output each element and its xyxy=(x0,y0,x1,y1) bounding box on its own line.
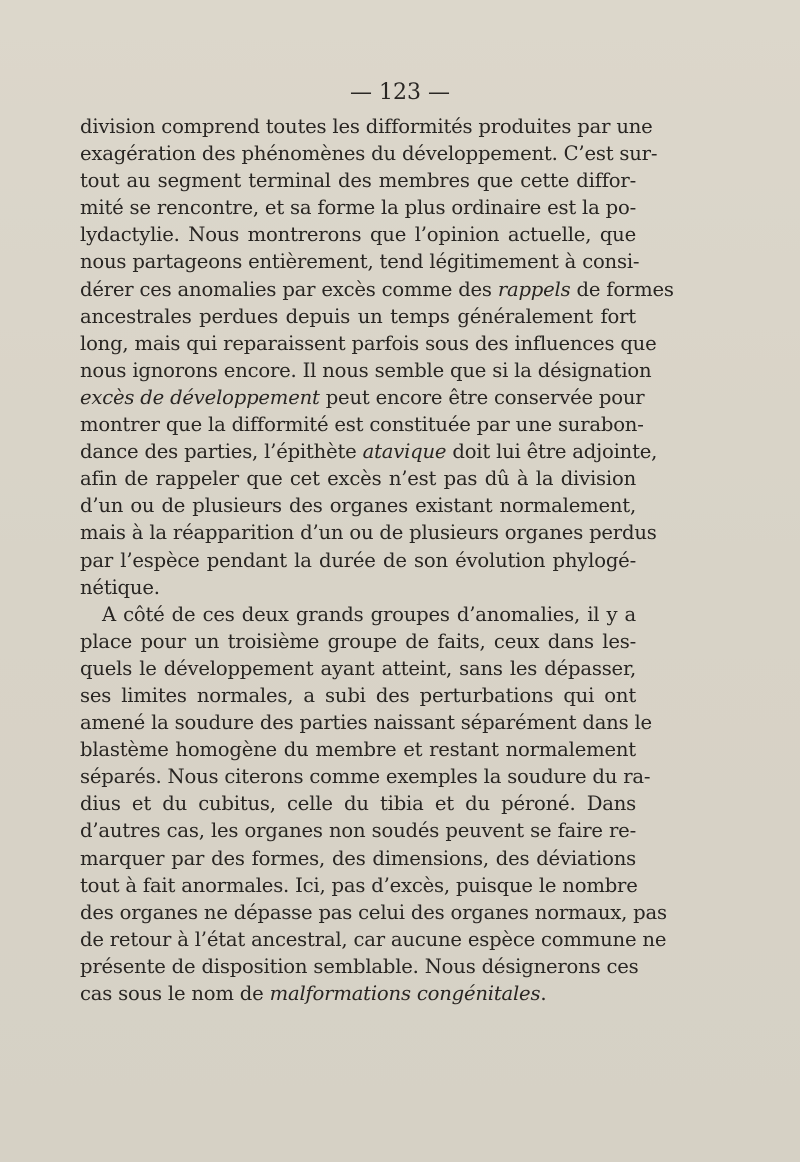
text-line xyxy=(80,330,657,357)
text-segment: afin de rappeler que cet excès n’est pas dû à la division xyxy=(80,467,636,491)
text-line xyxy=(80,465,636,492)
text-segment: lydactylie. Nous montrerons que l’opinion actuelle, que xyxy=(80,223,636,247)
text-segment: marquer par des formes, des dimensions, des déviations xyxy=(80,846,636,870)
text-segment: de retour à l’état ancestral, car aucune espèce commune ne xyxy=(80,927,667,951)
text-line xyxy=(80,655,636,682)
text-segment: nétique. xyxy=(80,575,160,599)
text-segment: tout au segment terminal des membres que cette diffor- xyxy=(80,169,636,193)
text-line xyxy=(80,601,636,628)
page-number: — 123 — xyxy=(350,80,450,105)
text-line xyxy=(80,492,636,519)
text-line xyxy=(80,384,645,411)
text-line xyxy=(80,167,636,194)
text-segment: par l’espèce pendant la durée de son évolution phylogé- xyxy=(80,548,636,572)
text-segment: division comprend toutes les difformités produites par une xyxy=(80,115,653,138)
text-segment: de formes xyxy=(570,277,674,301)
text-segment: d’autres cas, les organes non soudés peuvent se faire re- xyxy=(80,819,636,843)
text-line xyxy=(80,248,640,275)
text-line xyxy=(80,872,636,899)
text-line xyxy=(80,845,636,872)
text-line xyxy=(80,221,636,248)
body-text xyxy=(80,113,674,1007)
text-segment: dance des parties, l’épithète xyxy=(80,440,363,464)
italic-text: malformations congénitales xyxy=(269,982,541,1005)
text-line xyxy=(80,276,674,303)
text-segment: présente de disposition semblable. Nous désignerons ces xyxy=(80,954,639,978)
text-segment: montrer que la difformité est constituée par une surabon- xyxy=(80,413,644,437)
text-segment: doit lui être adjointe, xyxy=(446,440,658,464)
text-line xyxy=(80,574,636,601)
text-line xyxy=(80,736,636,763)
text-line xyxy=(80,709,652,736)
text-segment: dius et du cubitus, celle du tibia et du péroné. Dans xyxy=(80,792,636,816)
text-line xyxy=(80,303,636,330)
text-line xyxy=(80,411,644,438)
text-segment: ses limites normales, a subi des perturbations qui ont xyxy=(80,683,636,707)
text-segment: A côté de ces deux grands groupes d’anomalies, il y a xyxy=(102,602,636,626)
text-segment: des organes ne dépasse pas celui des organes normaux, pas xyxy=(80,900,667,924)
text-line xyxy=(80,519,657,546)
text-line xyxy=(80,817,636,844)
text-line xyxy=(80,899,667,926)
text-line xyxy=(80,194,636,221)
text-line xyxy=(80,357,652,384)
text-line xyxy=(80,438,658,465)
italic-text: atavique xyxy=(362,440,447,464)
italic-text: rappels xyxy=(497,277,571,301)
text-line xyxy=(80,547,636,574)
text-segment: amené la soudure des parties naissant séparément dans le xyxy=(80,711,652,735)
text-line xyxy=(80,790,636,817)
text-line xyxy=(80,953,639,980)
text-line xyxy=(80,980,636,1007)
text-segment: nous ignorons encore. Il nous semble que si la désignation xyxy=(80,358,652,382)
text-segment: tout à fait anormales. Ici, pas d’excès, puisque le nombre xyxy=(80,873,638,897)
text-segment: mité se rencontre, et sa forme la plus ordinaire est la po- xyxy=(80,196,636,220)
text-line xyxy=(80,113,653,140)
text-line xyxy=(80,682,636,709)
text-segment: quels le développement ayant atteint, sans les dépasser, xyxy=(80,656,636,680)
text-segment: séparés. Nous citerons comme exemples la soudure du ra- xyxy=(80,765,651,789)
text-segment: exagération des phénomènes du développement. C’est sur- xyxy=(80,142,658,166)
text-segment: blastème homogène du membre et restant normalement xyxy=(80,738,636,762)
text-segment: place pour un troisième groupe de faits, ceux dans les- xyxy=(80,629,636,653)
text-segment: dérer ces anomalies par excès comme des xyxy=(80,277,498,301)
text-segment: mais à la réapparition d’un ou de plusieurs organes perdus xyxy=(80,521,657,545)
text-segment: ancestrales perdues depuis un temps généralement fort xyxy=(80,304,636,328)
italic-text: excès de développement xyxy=(80,385,320,409)
text-segment: d’un ou de plusieurs des organes existant normalement, xyxy=(80,494,636,518)
text-segment: long, mais qui reparaissent parfois sous des influences que xyxy=(80,331,657,355)
text-segment: cas sous le nom de xyxy=(80,982,270,1005)
text-segment: nous partageons entièrement, tend légitimement à consi- xyxy=(80,250,640,274)
text-line xyxy=(80,628,636,655)
text-line xyxy=(80,140,658,167)
text-segment: peut encore être conservée pour xyxy=(319,385,645,409)
text-line xyxy=(80,763,651,790)
text-line xyxy=(80,926,667,953)
text-segment: . xyxy=(540,982,547,1005)
